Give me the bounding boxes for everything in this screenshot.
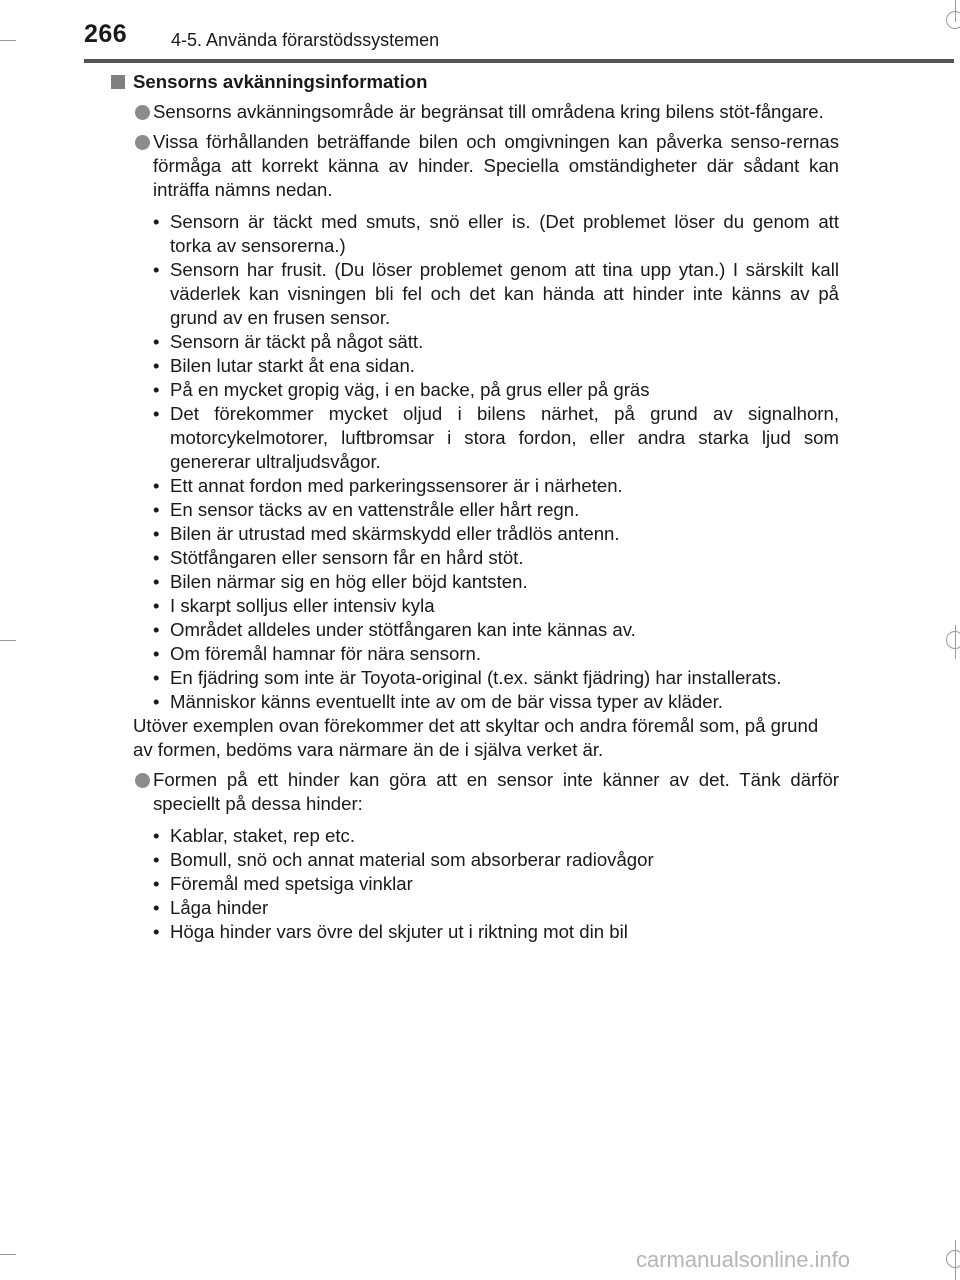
list-item-text: Området alldeles under stötfångaren kan inte kännas av. <box>170 619 636 640</box>
list-item <box>153 594 839 618</box>
list-item-text: Det förekommer mycket oljud i bilens närhet, på grund av signalhorn, motorcykelmotorer, luftbromsar i stora fordon, eller andra starka ljud som genererar ultraljudsvågor. <box>170 403 839 472</box>
crop-mark <box>0 640 16 641</box>
bullet-dot-icon: • <box>153 403 160 424</box>
list-item <box>153 498 839 522</box>
bullet-dot-icon: • <box>153 523 160 544</box>
watermark: carmanualsonline.info <box>636 1247 851 1272</box>
bullet-dot-icon: • <box>153 211 160 232</box>
list-item <box>153 402 839 474</box>
info-item <box>133 768 839 816</box>
bullet-dot-icon: • <box>153 547 160 568</box>
list-item-text: En sensor täcks av en vattenstråle eller hårt regn. <box>170 499 580 520</box>
bullet-dot-icon: • <box>153 595 160 616</box>
bullet-dot-icon: • <box>153 667 160 688</box>
list-item-text: Bilen är utrustad med skärmskydd eller trådlös antenn. <box>170 523 620 544</box>
list-item <box>153 618 839 642</box>
list-item-text: Människor känns eventuellt inte av om de bär vissa typer av kläder. <box>170 691 723 712</box>
list-item <box>153 546 839 570</box>
bullet-dot-icon: • <box>153 331 160 352</box>
bullet-dot-icon: • <box>153 475 160 496</box>
list-item-text: Låga hinder <box>170 897 269 918</box>
list-item-text: Bilen lutar starkt åt ena sidan. <box>170 355 415 376</box>
crop-mark <box>0 1254 16 1255</box>
list-item-text: På en mycket gropig väg, i en backe, på grus eller på gräs <box>170 379 650 400</box>
bullet-dot-icon: • <box>153 259 160 280</box>
page-number: 266 <box>84 20 128 48</box>
bullet-dot-icon: • <box>153 921 160 942</box>
list-item <box>153 258 839 330</box>
list-item-text: Sensorn är täckt på något sätt. <box>170 331 424 352</box>
list-item-text: Om föremål hamnar för nära sensorn. <box>170 643 482 664</box>
list-item-text: Sensorn är täckt med smuts, snö eller is. (Det problemet löser du genom att torka av sensorerna.) <box>170 211 839 256</box>
list-item <box>153 872 839 896</box>
list-item-text: Kablar, staket, rep etc. <box>170 825 356 846</box>
list-item-text: En fjädring som inte är Toyota-original (t.ex. sänkt fjädring) har installerats. <box>170 667 782 688</box>
section-heading <box>133 70 839 94</box>
chapter-title: 4-5. Använda förarstödssystemen <box>171 30 440 50</box>
bullet-dot-icon: • <box>153 379 160 400</box>
bullet-dot-icon: • <box>153 499 160 520</box>
list-item-text: Ett annat fordon med parkeringssensorer är i närheten. <box>170 475 623 496</box>
list-item <box>153 824 839 848</box>
info-item <box>133 130 839 202</box>
info-item <box>133 100 839 124</box>
list-item-text: Bilen närmar sig en hög eller böjd kantsten. <box>170 571 528 592</box>
bullet-dot-icon: • <box>153 619 160 640</box>
bullet-dot-icon: • <box>153 691 160 712</box>
list-item <box>153 848 839 872</box>
list-item <box>153 474 839 498</box>
list-item <box>153 210 839 258</box>
circle-bullet-icon <box>135 135 150 150</box>
list-item <box>153 378 839 402</box>
list-item <box>153 666 839 690</box>
bullet-dot-icon: • <box>153 897 160 918</box>
registration-circle-icon <box>946 11 960 29</box>
list-item <box>153 330 839 354</box>
section-heading-text: Sensorns avkänningsinformation <box>133 71 428 92</box>
bullet-dot-icon: • <box>153 571 160 592</box>
conditions-list <box>133 210 839 714</box>
square-bullet-icon <box>111 75 125 89</box>
list-item <box>153 354 839 378</box>
list-item-text: Sensorn har frusit. (Du löser problemet genom att tina upp ytan.) I särskilt kall väderlek kan visningen bli fel och det kan hända att hinder inte känns av på grund av en frusen sensor. <box>170 259 839 328</box>
list-item-text: Bomull, snö och annat material som absorberar radiovågor <box>170 849 654 870</box>
info-item-text: Formen på ett hinder kan göra att en sensor inte känner av det. Tänk därför speciellt på dessa hinder: <box>153 769 839 814</box>
circle-bullet-icon <box>135 773 150 788</box>
registration-circle-icon <box>946 1250 960 1268</box>
page-content <box>133 70 839 944</box>
crop-mark <box>0 40 16 41</box>
list-item <box>153 896 839 920</box>
bullet-dot-icon: • <box>153 825 160 846</box>
info-item-text: Sensorns avkänningsområde är begränsat till områdena kring bilens stöt-fångare. <box>153 101 824 122</box>
note-paragraph: Utöver exemplen ovan förekommer det att skyltar och andra föremål som, på grund av formen, bedöms vara närmare än de i själva verket är. <box>133 715 819 760</box>
info-item-text: Vissa förhållanden beträffande bilen och omgivningen kan påverka senso-rernas förmåga att korrekt känna av hinder. Speciella omständigheter där sådant kan inträffa nämns nedan. <box>153 131 839 200</box>
list-item-text: I skarpt solljus eller intensiv kyla <box>170 595 435 616</box>
registration-circle-icon <box>946 631 960 649</box>
list-item <box>153 642 839 666</box>
bullet-dot-icon: • <box>153 873 160 894</box>
obstacles-list <box>133 824 839 944</box>
bullet-dot-icon: • <box>153 643 160 664</box>
header-rule <box>84 59 954 63</box>
circle-bullet-icon <box>135 105 150 120</box>
list-item <box>153 920 839 944</box>
list-item-text: Stötfångaren eller sensorn får en hård stöt. <box>170 547 524 568</box>
bullet-dot-icon: • <box>153 355 160 376</box>
bullet-dot-icon: • <box>153 849 160 870</box>
list-item <box>153 570 839 594</box>
list-item <box>153 690 839 714</box>
list-item-text: Höga hinder vars övre del skjuter ut i riktning mot din bil <box>170 921 628 942</box>
list-item-text: Föremål med spetsiga vinklar <box>170 873 413 894</box>
list-item <box>153 522 839 546</box>
